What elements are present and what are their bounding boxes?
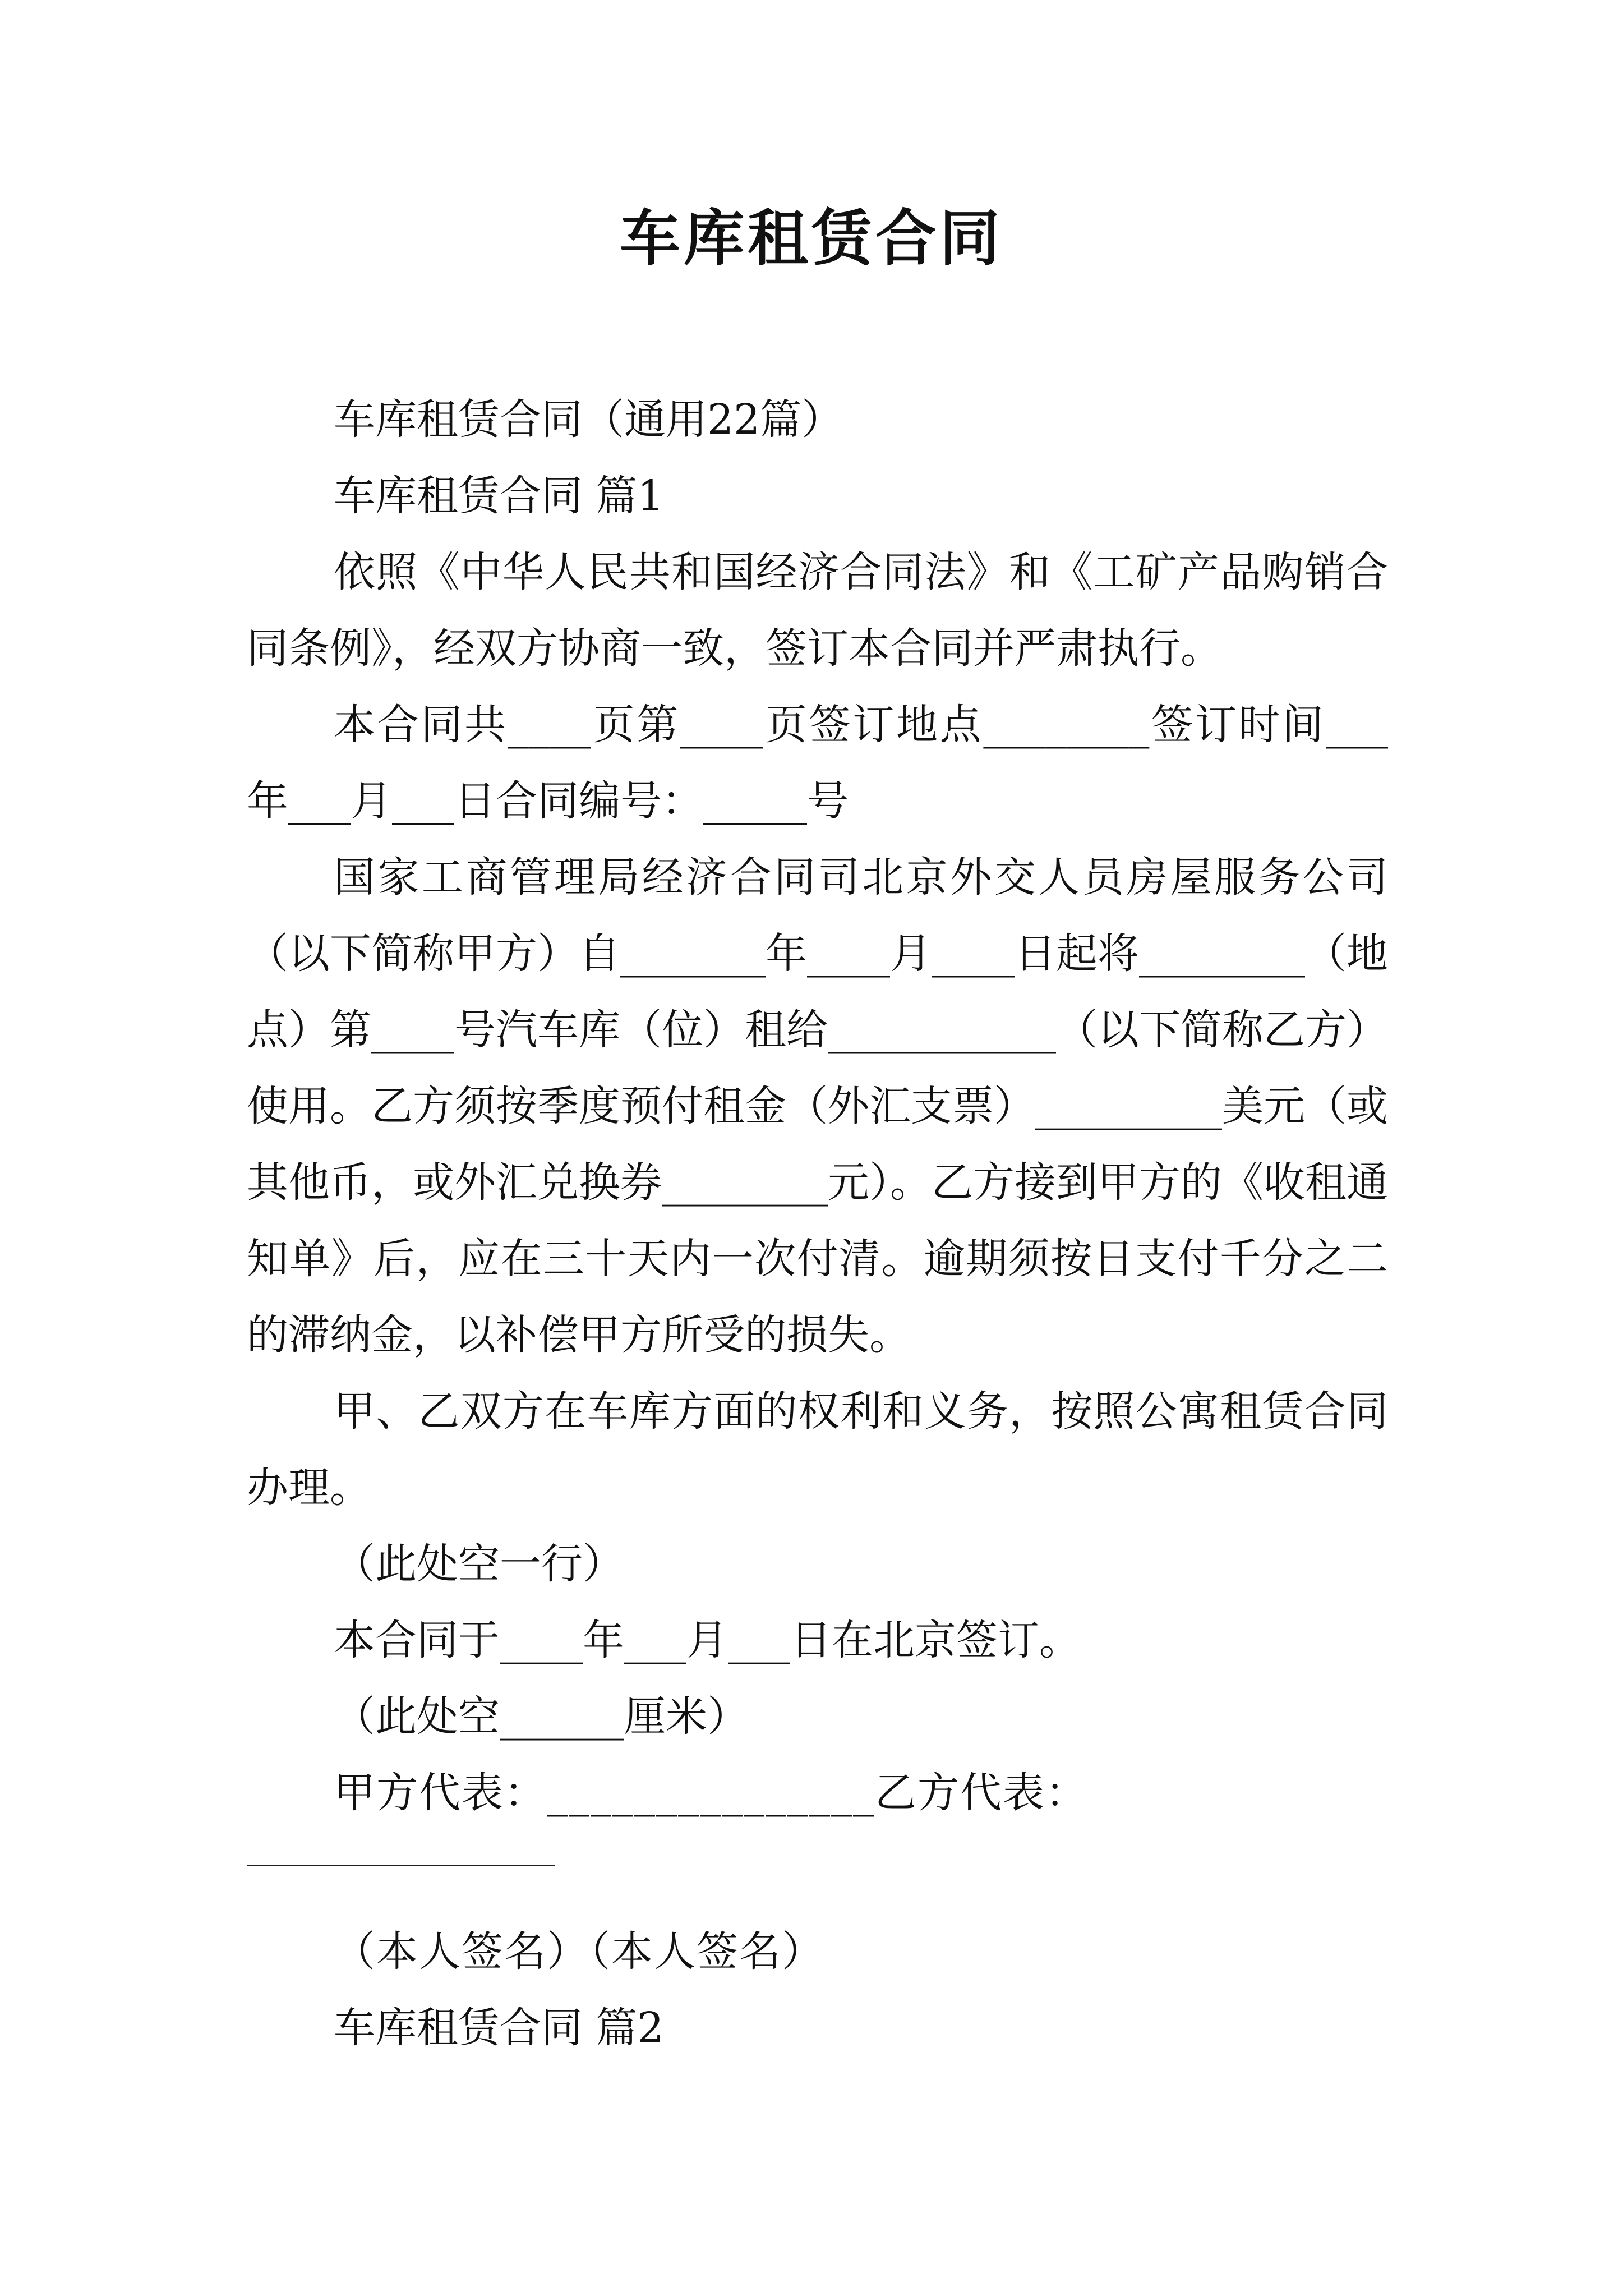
blank-line-note: （此处空一行） [334,1540,624,1588]
signing-date-paragraph: 本合同于____年___月___日在北京签订。 [334,1616,1081,1664]
blank-space-note: （此处空______厘米） [334,1692,749,1741]
contract-info-paragraph: 本合同共____页第____页签订地点________签订时间___年___月___日合同编号：_____号 [247,701,1388,825]
representatives-line: 甲方代表：_______________乙方代表： [334,1769,1088,1817]
signature-labels: （本人签名）（本人签名） [334,1927,824,1976]
lease-terms-paragraph: 国家工商管理局经济合同司北京外交人员房屋服务公司（以下简称甲方）自_______年____月____日起将________（地点）第____号汽车库（位）租给___________（以下简称乙方）使用。乙方须按季度预付租金（外汇支票）_________美元（或其他币，或外汇兑换券________元）。乙方接到甲方的《收租通知单》后，应在三十天内一次付清。逾期须按日支付千分之二的滞纳金，以补偿甲方所受的损失。 [247,853,1388,1359]
section-heading-1: 车库租赁合同 篇1 [334,472,664,520]
signature-underline [247,1865,555,1866]
document-body [247,381,1388,2066]
document-title: 车库租赁合同 [619,203,1003,274]
rights-obligations-paragraph: 甲、乙双方在车库方面的权利和义务，按照公寓租赁合同办理。 [247,1387,1388,1512]
preamble-paragraph: 依照《中华人民共和国经济合同法》和《工矿产品购销合同条例》，经双方协商一致，签订本合同并严肃执行。 [247,548,1388,673]
subtitle-line: 车库租赁合同（通用22篇） [334,395,843,444]
section-heading-2: 车库租赁合同 篇2 [334,2004,664,2052]
